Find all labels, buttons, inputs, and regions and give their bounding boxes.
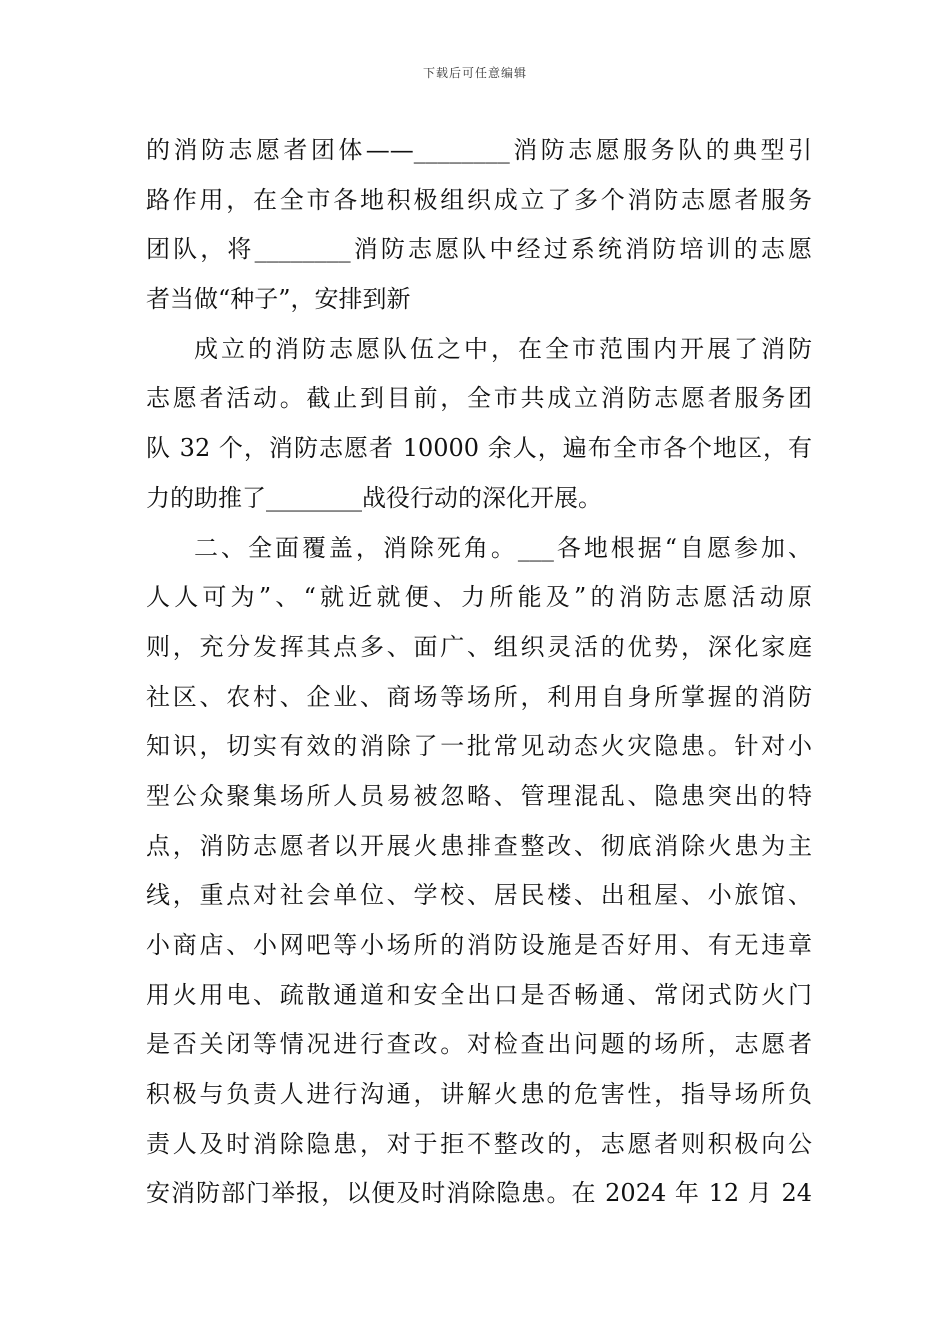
paragraph-line: 安消防部门举报，以便及时消除隐患。在 2024 年 12 月 24 (146, 1179, 812, 1208)
paragraph-line: 责人及时消除隐患，对于拒不整改的，志愿者则积极向公 (146, 1129, 812, 1158)
paragraph-line: 人人可为”、“就近就便、力所能及”的消防志愿活动原 (146, 583, 812, 612)
paragraph-line: 小商店、小网吧等小场所的消防设施是否好用、有无违章 (146, 931, 812, 959)
paragraph-line: 是否关闭等情况进行查改。对检查出问题的场所，志愿者 (146, 1030, 812, 1059)
paragraph-line: 成立的消防志愿队伍之中，在全市范围内开展了消防 (194, 334, 812, 363)
paragraph-line: 的消防志愿者团体——________消防志愿服务队的典型引 (146, 136, 812, 164)
paragraph-line: 团队，将________消防志愿队中经过系统消防培训的志愿 (146, 235, 812, 264)
paragraph-line: 点，消防志愿者以开展火患排查整改、彻底消除火患为主 (146, 831, 812, 860)
paragraph-line: 积极与负责人进行沟通，讲解火患的危害性，指导场所负 (146, 1080, 812, 1109)
paragraph-line: 力的助推了________战役行动的深化开展。 (146, 483, 602, 512)
paragraph-line: 社区、农村、企业、商场等场所，利用自身所掌握的消防 (146, 682, 812, 711)
paragraph-line: 线，重点对社会单位、学校、居民楼、出租屋、小旅馆、 (146, 881, 812, 910)
paragraph-line: 则，充分发挥其点多、面广、组织灵活的优势，深化家庭 (146, 632, 812, 661)
page-header: 下载后可任意编辑 (422, 66, 527, 80)
paragraph-line: 用火用电、疏散通道和安全出口是否畅通、常闭式防火门 (146, 980, 812, 1009)
paragraph-line: 者当做“种子”，安排到新 (146, 285, 411, 314)
document-body (146, 126, 812, 1219)
paragraph-line: 知识，切实有效的消除了一批常见动态火灾隐患。针对小 (146, 732, 812, 761)
paragraph-line: 志愿者活动。截止到目前，全市共成立消防志愿者服务团 (146, 384, 812, 413)
paragraph-line: 二、全面覆盖，消除死角。___各地根据“自愿参加、 (194, 533, 812, 562)
paragraph-line: 路作用，在全市各地积极组织成立了多个消防志愿者服务 (146, 185, 812, 214)
paragraph-line: 型公众聚集场所人员易被忽略、管理混乱、隐患突出的特 (146, 781, 812, 810)
paragraph-line: 队 32 个，消防志愿者 10000 余人，遍布全市各个地区，有 (146, 434, 812, 463)
